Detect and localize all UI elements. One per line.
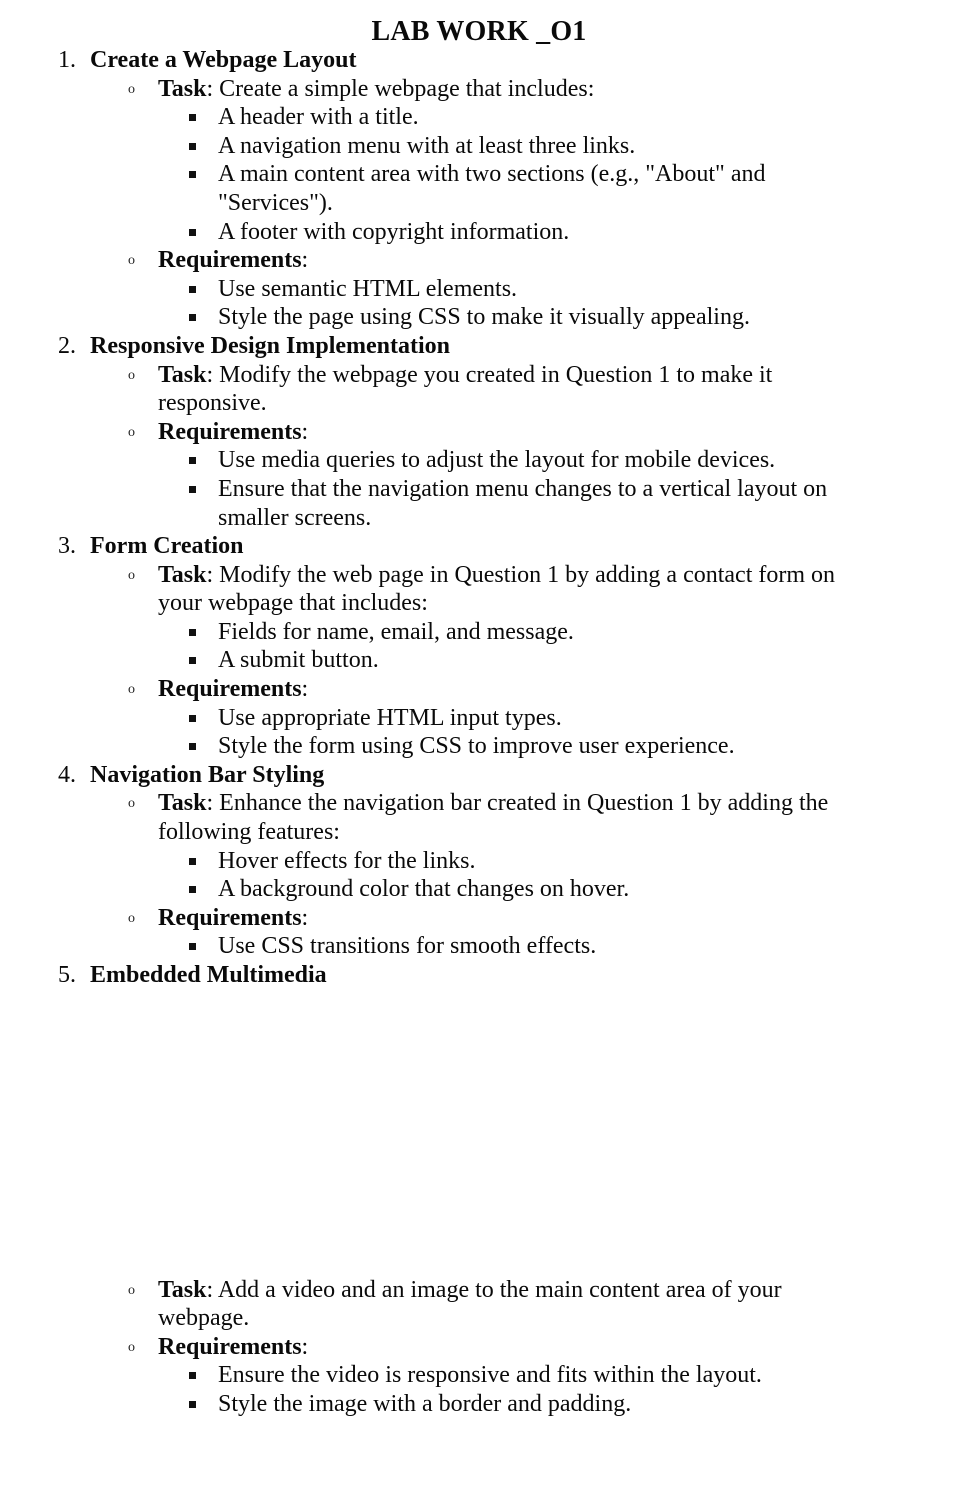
subitem-text: : Create a simple webpage that includes:: [206, 75, 595, 102]
square-bullet-icon: [189, 1401, 196, 1408]
page-title: LAB WORK _O1: [371, 16, 587, 47]
outline-subitem: [0, 361, 958, 418]
bullet-item: [0, 132, 958, 161]
hollow-circle-icon: o: [128, 682, 135, 698]
section-heading: [0, 532, 958, 561]
bullet-item: [0, 218, 958, 247]
bullet-item: [0, 732, 958, 761]
subitem-label: Task: [158, 1276, 207, 1303]
bullet-item: [0, 275, 958, 304]
subitem-text: :: [301, 418, 309, 445]
square-bullet-icon: [189, 114, 196, 121]
bullet-item: [0, 475, 958, 532]
section-heading: [0, 332, 958, 361]
outline-subitem: [0, 789, 958, 846]
section-heading-text: Embedded Multimedia: [90, 962, 327, 988]
hollow-circle-icon: o: [128, 1282, 135, 1298]
hollow-circle-icon: o: [128, 567, 135, 583]
section-heading-text: Create a Webpage Layout: [90, 47, 357, 73]
bullet-item: [0, 618, 958, 647]
square-bullet-icon: [189, 286, 196, 293]
section-heading-text: Responsive Design Implementation: [90, 332, 451, 359]
bullet-item-text: Ensure the video is responsive and fits within the layout.: [218, 1362, 762, 1389]
square-bullet-icon: [189, 886, 196, 893]
square-bullet-icon: [189, 171, 196, 178]
bullet-item: [0, 932, 958, 961]
bullet-item: [0, 646, 958, 675]
bullet-item-text: Use semantic HTML elements.: [218, 275, 518, 302]
hollow-circle-icon: o: [128, 1339, 135, 1355]
outline-subitem: [0, 418, 958, 447]
square-bullet-icon: [189, 486, 196, 493]
square-bullet-icon: [189, 657, 196, 664]
list-number-marker: 2.: [58, 332, 76, 359]
subitem-text: :: [301, 904, 309, 931]
bullet-item: [0, 875, 958, 904]
square-bullet-icon: [189, 629, 196, 636]
bullet-item-text: A navigation menu with at least three links.: [218, 132, 636, 159]
bullet-item: [0, 847, 958, 876]
bullet-item: [0, 446, 958, 475]
bullet-item-text: Use media queries to adjust the layout for mobile devices.: [218, 447, 776, 474]
bullet-item-text: A background color that changes on hover.: [218, 876, 630, 903]
outline-section: [0, 332, 958, 532]
bullet-item: [0, 160, 958, 217]
bullet-item: [0, 1361, 958, 1390]
section-heading: [0, 761, 958, 790]
subitem-label: Requirements: [158, 1333, 302, 1360]
subitem-label: Requirements: [158, 418, 302, 445]
section-heading-text: Form Creation: [90, 533, 244, 560]
outline-subitem: [0, 904, 958, 933]
bullet-item: [0, 704, 958, 733]
hollow-circle-icon: o: [128, 81, 135, 97]
section-heading-text: Navigation Bar Styling: [90, 761, 325, 788]
list-number-marker: 5.: [58, 962, 76, 988]
subitem-label: Task: [158, 75, 207, 102]
square-bullet-icon: [189, 1372, 196, 1379]
bullet-item-text: A main content area with two sections (e.g., "About" and "Services").: [218, 161, 766, 216]
outline-section: [0, 961, 958, 1419]
outline-section: [0, 532, 958, 761]
section-heading: [0, 961, 958, 990]
outline-subitem: [0, 1333, 958, 1362]
outline-section: [0, 761, 958, 961]
bullet-item-text: Style the image with a border and padding.: [218, 1390, 632, 1417]
subitem-label: Task: [158, 361, 207, 388]
subitem-text: :: [301, 676, 309, 703]
bullet-item: [0, 303, 958, 332]
subitem-text: :: [301, 247, 309, 274]
outline-subitem: [0, 675, 958, 704]
square-bullet-icon: [189, 457, 196, 464]
bullet-item-text: A submit button.: [218, 647, 379, 674]
subitem-text: :: [301, 1333, 309, 1360]
hollow-circle-icon: o: [128, 367, 135, 383]
list-number-marker: 1.: [58, 47, 76, 73]
subitem-text: : Add a video and an image to the main content area of your webpage.: [158, 1276, 782, 1332]
subitem-label: Task: [158, 561, 207, 588]
section-heading: [0, 46, 958, 75]
list-number-marker: 3.: [58, 533, 76, 560]
hollow-circle-icon: o: [128, 424, 135, 440]
hollow-circle-icon: o: [128, 910, 135, 926]
subitem-label: Requirements: [158, 247, 302, 274]
bullet-item: [0, 103, 958, 132]
outline-subitem: [0, 561, 958, 618]
hollow-circle-icon: o: [128, 796, 135, 812]
square-bullet-icon: [189, 858, 196, 865]
square-bullet-icon: [189, 743, 196, 750]
blank-space: [0, 990, 958, 1276]
bullet-item-text: Style the page using CSS to make it visually appealing.: [218, 304, 750, 331]
square-bullet-icon: [189, 229, 196, 236]
subitem-text: : Modify the web page in Question 1 by adding a contact form on your webpage that includes:: [158, 561, 836, 617]
bullet-item-text: A footer with copyright information.: [218, 218, 570, 245]
hollow-circle-icon: o: [128, 253, 135, 269]
outline-subitem: [0, 75, 958, 104]
bullet-item-text: Style the form using CSS to improve user experience.: [218, 733, 735, 760]
bullet-item-text: Ensure that the navigation menu changes to a vertical layout on smaller screens.: [218, 475, 828, 531]
subitem-label: Requirements: [158, 676, 302, 703]
outline-subitem: [0, 1276, 958, 1333]
outline-section: [0, 46, 958, 332]
subitem-text: : Modify the webpage you created in Question 1 to make it responsive.: [158, 361, 773, 417]
bullet-item-text: Use CSS transitions for smooth effects.: [218, 933, 597, 960]
bullet-item-text: A header with a title.: [218, 104, 419, 131]
square-bullet-icon: [189, 943, 196, 950]
subitem-label: Task: [158, 790, 207, 817]
subitem-text: : Enhance the navigation bar created in Question 1 by adding the following features:: [158, 790, 829, 846]
square-bullet-icon: [189, 715, 196, 722]
assignment-outline: [0, 46, 958, 1467]
list-number-marker: 4.: [58, 761, 76, 788]
bullet-item-text: Fields for name, email, and message.: [218, 618, 574, 645]
bullet-item-text: Hover effects for the links.: [218, 847, 476, 874]
page-bottom-margin: [0, 1419, 958, 1467]
outline-subitem: [0, 246, 958, 275]
square-bullet-icon: [189, 314, 196, 321]
bullet-item: [0, 1390, 958, 1419]
subitem-label: Requirements: [158, 904, 302, 931]
bullet-item-text: Use appropriate HTML input types.: [218, 704, 562, 731]
square-bullet-icon: [189, 143, 196, 150]
